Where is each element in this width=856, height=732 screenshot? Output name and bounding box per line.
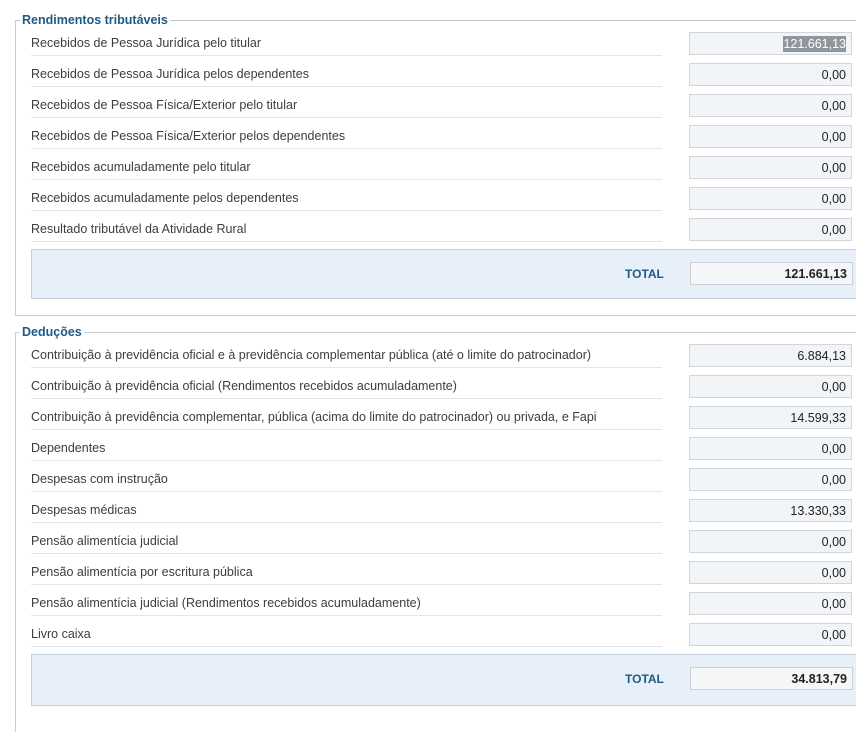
rendimento-row-pf-titular: [31, 94, 853, 125]
rendimentos-total-label: TOTAL: [625, 267, 664, 281]
deducao-livro-caixa-field[interactable]: 0,00: [689, 623, 852, 646]
rendimento-label: Recebidos acumuladamente pelos dependentes: [31, 187, 662, 211]
deducao-row-previdencia-oficial: [31, 344, 853, 375]
rendimento-row-acum-dependentes: [31, 187, 853, 218]
rendimentos-total-box: [31, 249, 856, 299]
rendimento-label: Recebidos de Pessoa Física/Exterior pelo titular: [31, 94, 662, 118]
deducao-row-dependentes: [31, 437, 853, 468]
deducao-pensao-judicial-acumulada-field[interactable]: 0,00: [689, 592, 852, 615]
deducao-label: Contribuição à previdência complementar, pública (acima do limite do patrocinador) ou privada, e Fapi: [31, 406, 662, 430]
deducao-row-previdencia-acumulada: [31, 375, 853, 406]
deducao-row-previdencia-complementar: [31, 406, 853, 437]
rendimento-row-pj-titular: [31, 32, 853, 63]
rendimento-atividade-rural-field[interactable]: 0,00: [689, 218, 852, 241]
rendimentos-total-value: 121.661,13: [690, 262, 853, 285]
deducoes-section: [15, 325, 856, 732]
rendimento-label: Recebidos acumuladamente pelo titular: [31, 156, 662, 180]
deducao-pensao-escritura-field[interactable]: 0,00: [689, 561, 852, 584]
rendimento-row-atividade-rural: [31, 218, 853, 249]
rendimento-acum-titular-field[interactable]: 0,00: [689, 156, 852, 179]
deducao-row-livro-caixa: [31, 623, 853, 654]
deducoes-total-box: [31, 654, 856, 706]
deducao-previdencia-oficial-field[interactable]: 6.884,13: [689, 344, 852, 367]
rendimento-row-pj-dependentes: [31, 63, 853, 94]
deducao-despesas-medicas-field[interactable]: 13.330,33: [689, 499, 852, 522]
deducoes-total-label: TOTAL: [625, 672, 664, 686]
rendimento-label: Recebidos de Pessoa Física/Exterior pelos dependentes: [31, 125, 662, 149]
deducao-label: Contribuição à previdência oficial (Rendimentos recebidos acumuladamente): [31, 375, 662, 399]
deducao-label: Despesas médicas: [31, 499, 662, 523]
rendimento-acum-dependentes-field[interactable]: 0,00: [689, 187, 852, 210]
rendimento-pj-titular-field[interactable]: [689, 32, 852, 55]
rendimentos-tributaveis-section: [15, 13, 856, 316]
deducoes-total-value: 34.813,79: [690, 667, 853, 690]
deducao-dependentes-field[interactable]: 0,00: [689, 437, 852, 460]
deducao-row-instrucao: [31, 468, 853, 499]
rendimento-pj-dependentes-field[interactable]: 0,00: [689, 63, 852, 86]
deducao-row-pensao-judicial: [31, 530, 853, 561]
rendimento-row-acum-titular: [31, 156, 853, 187]
deducao-pensao-judicial-field[interactable]: 0,00: [689, 530, 852, 553]
rendimento-label: Recebidos de Pessoa Jurídica pelos dependentes: [31, 63, 662, 87]
deducao-previdencia-complementar-field[interactable]: 14.599,33: [689, 406, 852, 429]
rendimento-pf-dependentes-field[interactable]: 0,00: [689, 125, 852, 148]
deducao-instrucao-field[interactable]: 0,00: [689, 468, 852, 491]
deducao-label: Despesas com instrução: [31, 468, 662, 492]
rendimento-value-selected: 121.661,13: [783, 37, 846, 51]
rendimento-row-pf-dependentes: [31, 125, 853, 156]
deducoes-legend: Deduções: [22, 325, 82, 339]
rendimento-label: Recebidos de Pessoa Jurídica pelo titular: [31, 32, 662, 56]
rendimento-label: Resultado tributável da Atividade Rural: [31, 218, 662, 242]
rendimento-pf-titular-field[interactable]: 0,00: [689, 94, 852, 117]
deducao-label: Pensão alimentícia judicial: [31, 530, 662, 554]
deducao-row-pensao-escritura: [31, 561, 853, 592]
rendimentos-legend: Rendimentos tributáveis: [22, 13, 168, 27]
deducao-row-pensao-judicial-acumulada: [31, 592, 853, 623]
deducao-row-despesas-medicas: [31, 499, 853, 530]
deducao-label: Pensão alimentícia judicial (Rendimentos recebidos acumuladamente): [31, 592, 662, 616]
deducao-label: Livro caixa: [31, 623, 662, 647]
deducao-label: Dependentes: [31, 437, 662, 461]
deducao-label: Contribuição à previdência oficial e à previdência complementar pública (até o limite do patrocinador): [31, 344, 662, 368]
deducao-previdencia-acumulada-field[interactable]: 0,00: [689, 375, 852, 398]
deducao-label: Pensão alimentícia por escritura pública: [31, 561, 662, 585]
